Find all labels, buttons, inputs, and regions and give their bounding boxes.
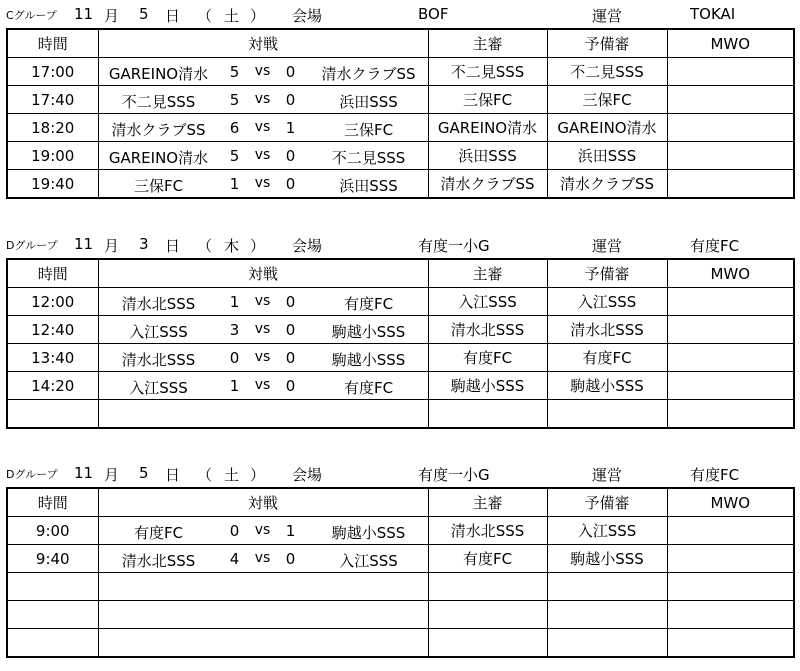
match-cell [98,601,428,629]
away-score: 0 [285,349,296,367]
away-team: 駒越小SSS [331,524,406,542]
away-team: 三保FC [343,121,394,139]
time-cell: 9:00 [7,517,98,545]
reserve-referee-cell: 三保FC [547,86,667,114]
reserve-referee-cell: 清水クラブSS [547,170,667,199]
table-row [7,86,794,114]
col-header-match: 対戦 [98,29,428,58]
match-cell [98,58,428,86]
away-score: 1 [285,119,296,137]
referee-cell: 清水北SSS [428,517,547,545]
time-cell: 17:40 [7,86,98,114]
away-team: 浜田SSS [339,177,398,195]
col-header-mwo: MWO [667,259,794,288]
table-header-row [7,488,794,517]
table-row [7,573,794,601]
away-team: 駒越小SSS [331,323,406,341]
venue-label: 会場 [292,466,323,484]
vs-label: vs [254,91,271,107]
vs-label: vs [254,293,271,309]
weekday-value: 木 [224,237,240,255]
home-team: 有度FC [133,524,184,542]
away-team: 浜田SSS [339,93,398,111]
day-label: 日 [165,466,181,484]
mwo-cell [667,86,794,114]
schedule-table [6,258,795,429]
table-row [7,114,794,142]
vs-label: vs [254,63,271,79]
group-label: Dグループ [6,239,58,252]
time-cell: 19:00 [7,142,98,170]
away-score: 0 [285,321,296,339]
away-team: 入江SSS [339,552,398,570]
time-cell: 12:00 [7,288,98,316]
away-team: 駒越小SSS [331,351,406,369]
table-row [7,344,794,372]
operation-label: 運営 [592,7,623,25]
vs-label: vs [254,550,271,566]
home-team: 清水クラブSS [111,121,206,139]
home-team: 三保FC [133,177,184,195]
reserve-referee-cell: 清水北SSS [547,316,667,344]
mwo-cell [667,545,794,573]
table-row [7,142,794,170]
mwo-cell [667,400,794,429]
table-row [7,288,794,316]
home-score: 1 [229,293,240,311]
weekday-close-paren: ） [250,466,266,484]
referee-cell [428,573,547,601]
reserve-referee-cell [547,400,667,429]
month-label: 月 [104,7,120,25]
home-team: 不二見SSS [121,93,196,111]
mwo-cell [667,170,794,199]
col-header-mwo: MWO [667,29,794,58]
venue-label: 会場 [292,237,323,255]
referee-cell: 有度FC [428,344,547,372]
match-cell [98,288,428,316]
month-value: 11 [74,464,94,482]
col-header-referee: 主審 [428,259,547,288]
referee-cell: 三保FC [428,86,547,114]
time-cell: 12:40 [7,316,98,344]
day-value: 5 [139,464,149,482]
time-cell: 14:20 [7,372,98,400]
mwo-cell [667,316,794,344]
mwo-cell [667,629,794,658]
home-score: 5 [229,147,240,165]
referee-cell: 駒越小SSS [428,372,547,400]
table-row [7,545,794,573]
home-score: 3 [229,321,240,339]
weekday-value: 土 [224,7,240,25]
referee-cell: 清水北SSS [428,316,547,344]
reserve-referee-cell [547,573,667,601]
table-row [7,170,794,199]
table-header-row [7,259,794,288]
match-cell [98,86,428,114]
reserve-referee-cell: 駒越小SSS [547,545,667,573]
col-header-match: 対戦 [98,488,428,517]
weekday-open-paren: （ [197,7,213,25]
match-cell [98,114,428,142]
reserve-referee-cell [547,629,667,658]
month-label: 月 [104,466,120,484]
time-cell [7,573,98,601]
home-score: 5 [229,91,240,109]
reserve-referee-cell: 有度FC [547,344,667,372]
day-label: 日 [165,7,181,25]
month-value: 11 [74,235,94,253]
referee-cell: 有度FC [428,545,547,573]
away-team: 不二見SSS [331,149,406,167]
match-cell [98,372,428,400]
away-score: 0 [285,175,296,193]
day-label: 日 [165,237,181,255]
mwo-cell [667,601,794,629]
mwo-cell [667,288,794,316]
time-cell [7,629,98,658]
home-score: 0 [229,522,240,540]
time-cell: 17:00 [7,58,98,86]
away-score: 1 [285,522,296,540]
time-cell: 19:40 [7,170,98,199]
weekday-close-paren: ） [250,7,266,25]
day-value: 3 [139,235,149,253]
home-score: 1 [229,175,240,193]
away-team: 有度FC [343,295,394,313]
reserve-referee-cell [547,601,667,629]
col-header-referee: 主審 [428,29,547,58]
match-cell [98,344,428,372]
home-team: GAREINO清水 [108,149,209,167]
schedule-section [0,230,800,397]
referee-cell: 浜田SSS [428,142,547,170]
match-cell [98,629,428,658]
vs-label: vs [254,522,271,538]
mwo-cell [667,573,794,601]
referee-cell: 清水クラブSS [428,170,547,199]
col-header-time: 時間 [7,29,98,58]
group-label: Cグループ [6,9,57,22]
home-score: 4 [229,550,240,568]
away-score: 0 [285,377,296,395]
venue-value: 有度一小G [418,237,490,255]
mwo-cell [667,344,794,372]
match-cell [98,517,428,545]
table-row [7,517,794,545]
mwo-cell [667,114,794,142]
table-header-row [7,29,794,58]
vs-label: vs [254,175,271,191]
reserve-referee-cell: 入江SSS [547,288,667,316]
reserve-referee-cell: 不二見SSS [547,58,667,86]
home-team: GAREINO清水 [108,65,209,83]
time-cell [7,601,98,629]
mwo-cell [667,142,794,170]
home-team: 清水北SSS [121,351,196,369]
vs-label: vs [254,349,271,365]
match-cell [98,400,428,429]
operation-label: 運営 [592,237,623,255]
day-value: 5 [139,5,149,23]
col-header-match: 対戦 [98,259,428,288]
referee-cell: 入江SSS [428,288,547,316]
away-score: 0 [285,63,296,81]
match-cell [98,573,428,601]
table-row [7,58,794,86]
vs-label: vs [254,119,271,135]
away-score: 0 [285,147,296,165]
schedule-section [0,0,800,195]
referee-cell [428,400,547,429]
venue-value: BOF [418,5,449,23]
home-team: 清水北SSS [121,295,196,313]
col-header-time: 時間 [7,259,98,288]
match-cell [98,170,428,199]
home-score: 5 [229,63,240,81]
operation-value: 有度FC [690,237,740,255]
away-score: 0 [285,91,296,109]
home-team: 清水北SSS [121,552,196,570]
table-row [7,400,794,429]
col-header-reserve: 予備審 [547,488,667,517]
weekday-open-paren: （ [197,466,213,484]
col-header-reserve: 予備審 [547,259,667,288]
referee-cell [428,601,547,629]
schedule-section [0,459,800,570]
operation-label: 運営 [592,466,623,484]
venue-label: 会場 [292,7,323,25]
section-header [0,230,800,258]
away-team: 清水クラブSS [321,65,416,83]
section-header [0,459,800,487]
operation-value: TOKAI [690,5,736,23]
table-row [7,629,794,658]
reserve-referee-cell: 浜田SSS [547,142,667,170]
vs-label: vs [254,147,271,163]
weekday-open-paren: （ [197,237,213,255]
col-header-time: 時間 [7,488,98,517]
match-cell [98,316,428,344]
vs-label: vs [254,377,271,393]
referee-cell [428,629,547,658]
month-value: 11 [74,5,94,23]
referee-cell: 不二見SSS [428,58,547,86]
home-team: 入江SSS [129,323,188,341]
time-cell: 18:20 [7,114,98,142]
vs-label: vs [254,321,271,337]
table-row [7,372,794,400]
home-score: 0 [229,349,240,367]
schedule-table [6,28,795,199]
col-header-reserve: 予備審 [547,29,667,58]
table-row [7,601,794,629]
reserve-referee-cell: 入江SSS [547,517,667,545]
mwo-cell [667,517,794,545]
away-score: 0 [285,293,296,311]
home-team: 入江SSS [129,379,188,397]
operation-value: 有度FC [690,466,740,484]
group-label: Dグループ [6,468,58,481]
month-label: 月 [104,237,120,255]
away-score: 0 [285,550,296,568]
table-row [7,316,794,344]
time-cell [7,400,98,429]
mwo-cell [667,372,794,400]
home-score: 1 [229,377,240,395]
home-score: 6 [229,119,240,137]
venue-value: 有度一小G [418,466,490,484]
match-cell [98,545,428,573]
time-cell: 13:40 [7,344,98,372]
referee-cell: GAREINO清水 [428,114,547,142]
col-header-referee: 主審 [428,488,547,517]
mwo-cell [667,58,794,86]
weekday-value: 土 [224,466,240,484]
weekday-close-paren: ） [250,237,266,255]
reserve-referee-cell: 駒越小SSS [547,372,667,400]
section-header [0,0,800,28]
away-team: 有度FC [343,379,394,397]
col-header-mwo: MWO [667,488,794,517]
reserve-referee-cell: GAREINO清水 [547,114,667,142]
time-cell: 9:40 [7,545,98,573]
match-cell [98,142,428,170]
schedule-table [6,487,795,658]
